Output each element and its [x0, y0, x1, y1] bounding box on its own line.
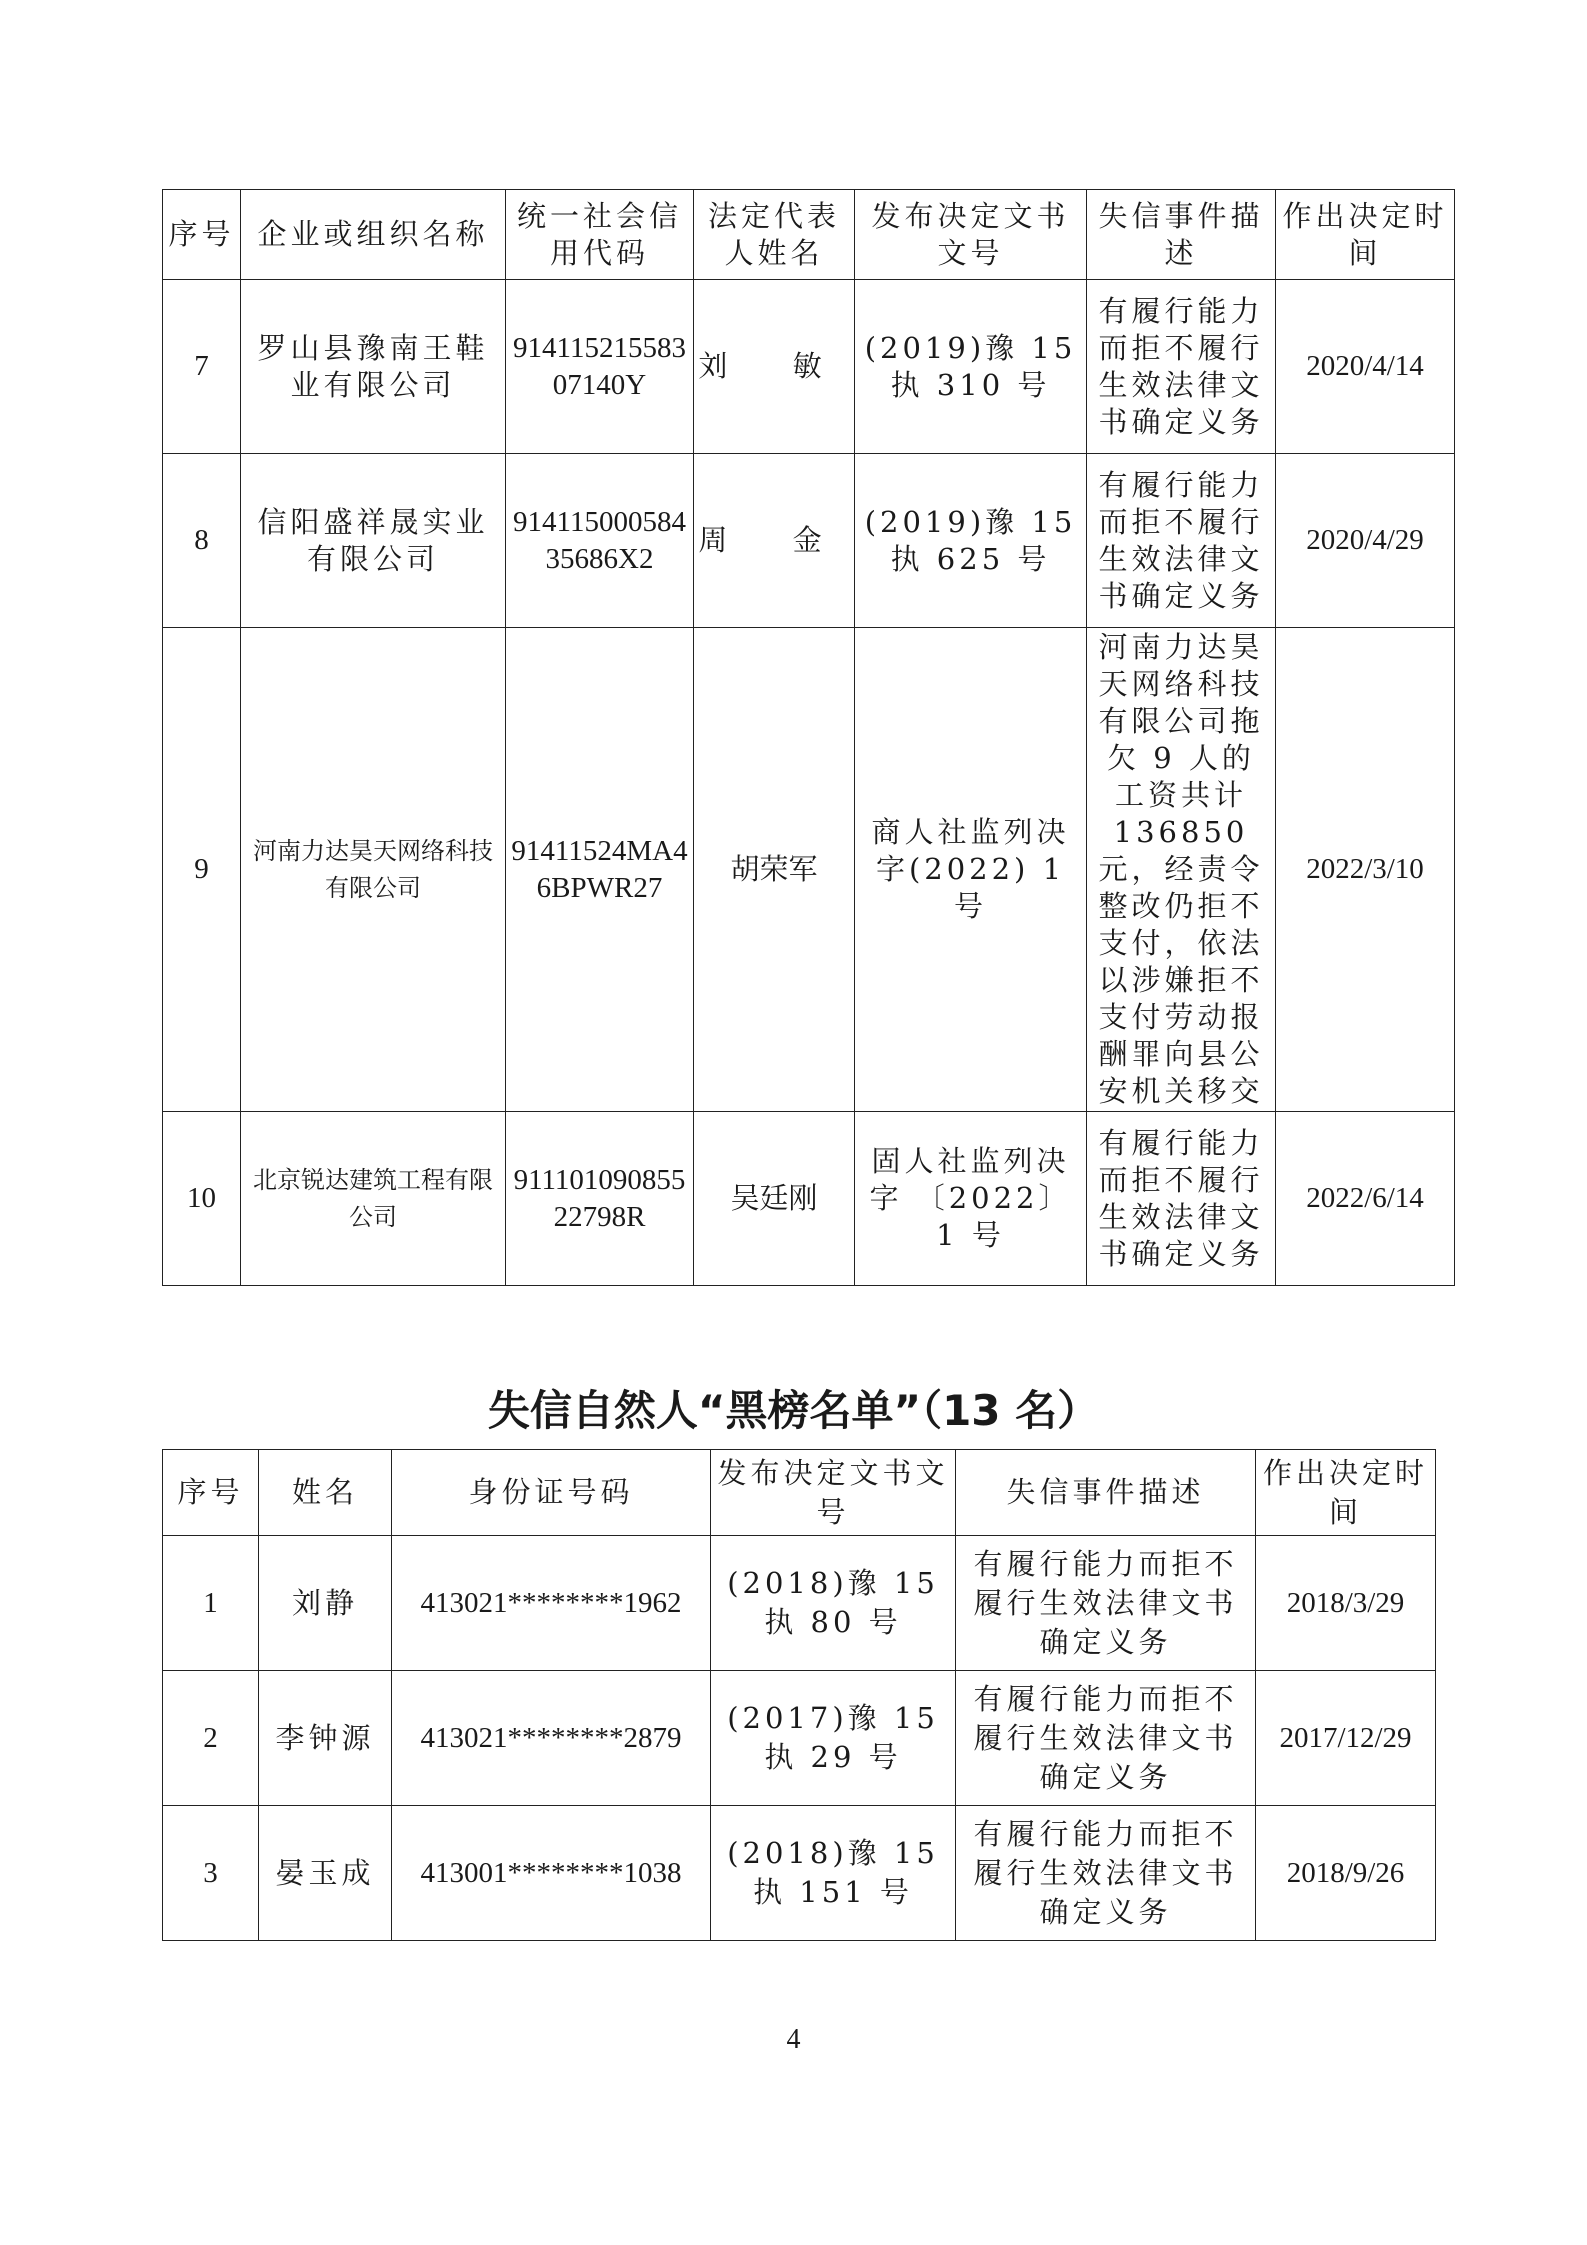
table-row: [163, 280, 1455, 454]
table-header-row: [163, 1450, 1436, 1536]
cell-date: 2017/12/29: [1256, 1671, 1436, 1806]
header-seq: 序号: [163, 1450, 259, 1536]
individual-blacklist-table: [162, 1449, 1436, 1941]
cell-date: 2022/3/10: [1276, 628, 1455, 1112]
cell-seq: 3: [163, 1806, 259, 1941]
cell-doc-no: (2017)豫 15 执 29 号: [711, 1671, 956, 1806]
cell-event: 有履行能力而拒不履行生效法律文书确定义务: [1087, 454, 1276, 628]
cell-id-no: 413021********2879: [392, 1671, 711, 1806]
cell-seq: 10: [163, 1112, 241, 1286]
cell-name: 李钟源: [259, 1671, 392, 1806]
table-row: [163, 628, 1455, 1112]
cell-event: 有履行能力而拒不履行生效法律文书确定义务: [956, 1806, 1256, 1941]
enterprise-blacklist-table: [162, 189, 1455, 1286]
cell-doc-no: (2019)豫 15 执 310 号: [855, 280, 1087, 454]
cell-credit-code: 91411524MA46BPWR27: [506, 628, 694, 1112]
cell-doc-no: (2018)豫 15 执 80 号: [711, 1536, 956, 1671]
cell-event: 有履行能力而拒不履行生效法律文书确定义务: [956, 1671, 1256, 1806]
cell-legal-rep: 周 金: [694, 454, 855, 628]
cell-name: 刘静: [259, 1536, 392, 1671]
cell-seq: 8: [163, 454, 241, 628]
header-date: 作出决定时间: [1276, 190, 1455, 280]
cell-credit-code: 91411521558307140Y: [506, 280, 694, 454]
table-row: [163, 1536, 1436, 1671]
cell-legal-rep: 刘 敏: [694, 280, 855, 454]
cell-doc-no: (2019)豫 15 执 625 号: [855, 454, 1087, 628]
header-org-name: 企业或组织名称: [241, 190, 506, 280]
cell-doc-no: 商人社监列决字(2022) 1 号: [855, 628, 1087, 1112]
cell-event: 有履行能力而拒不履行生效法律文书确定义务: [1087, 280, 1276, 454]
cell-seq: 2: [163, 1671, 259, 1806]
cell-seq: 9: [163, 628, 241, 1112]
cell-org-name: 河南力达昊天网络科技有限公司: [241, 628, 506, 1112]
header-legal-rep: 法定代表人姓名: [694, 190, 855, 280]
header-doc-no: 发布决定文书文号: [855, 190, 1087, 280]
cell-seq: 7: [163, 280, 241, 454]
section-title: 失信自然人“黑榜名单”（13 名）: [487, 1386, 1100, 1435]
cell-date: 2018/9/26: [1256, 1806, 1436, 1941]
cell-date: 2020/4/14: [1276, 280, 1455, 454]
cell-event: 有履行能力而拒不履行生效法律文书确定义务: [1087, 1112, 1276, 1286]
table-row: [163, 1671, 1436, 1806]
header-doc-no: 发布决定文书文号: [711, 1450, 956, 1536]
cell-id-no: 413001********1038: [392, 1806, 711, 1941]
header-credit-code: 统一社会信用代码: [506, 190, 694, 280]
header-event: 失信事件描述: [1087, 190, 1276, 280]
cell-doc-no: 固人社监列决字 〔2022〕1 号: [855, 1112, 1087, 1286]
cell-seq: 1: [163, 1536, 259, 1671]
cell-org-name: 罗山县豫南王鞋业有限公司: [241, 280, 506, 454]
header-date: 作出决定时间: [1256, 1450, 1436, 1536]
cell-credit-code: 91411500058435686X2: [506, 454, 694, 628]
cell-org-name: 北京锐达建筑工程有限公司: [241, 1112, 506, 1286]
header-seq: 序号: [163, 190, 241, 280]
cell-event: 河南力达昊天网络科技有限公司拖欠 9 人的工资共计 136850 元，经责令整改仍拒不支付，依法以涉嫌拒不支付劳动报酬罪向县公安机关移交: [1087, 628, 1276, 1112]
table-row: [163, 1112, 1455, 1286]
page-number: 4: [786, 2024, 801, 2055]
table-header-row: [163, 190, 1455, 280]
table-row: [163, 454, 1455, 628]
header-name: 姓名: [259, 1450, 392, 1536]
cell-org-name: 信阳盛祥晟实业有限公司: [241, 454, 506, 628]
cell-doc-no: (2018)豫 15 执 151 号: [711, 1806, 956, 1941]
cell-date: 2018/3/29: [1256, 1536, 1436, 1671]
header-event: 失信事件描述: [956, 1450, 1256, 1536]
cell-id-no: 413021********1962: [392, 1536, 711, 1671]
header-id-no: 身份证号码: [392, 1450, 711, 1536]
cell-credit-code: 91110109085522798R: [506, 1112, 694, 1286]
cell-legal-rep: 胡荣军: [694, 628, 855, 1112]
table-row: [163, 1806, 1436, 1941]
cell-event: 有履行能力而拒不履行生效法律文书确定义务: [956, 1536, 1256, 1671]
cell-date: 2022/6/14: [1276, 1112, 1455, 1286]
cell-date: 2020/4/29: [1276, 454, 1455, 628]
cell-legal-rep: 吴廷刚: [694, 1112, 855, 1286]
cell-name: 晏玉成: [259, 1806, 392, 1941]
